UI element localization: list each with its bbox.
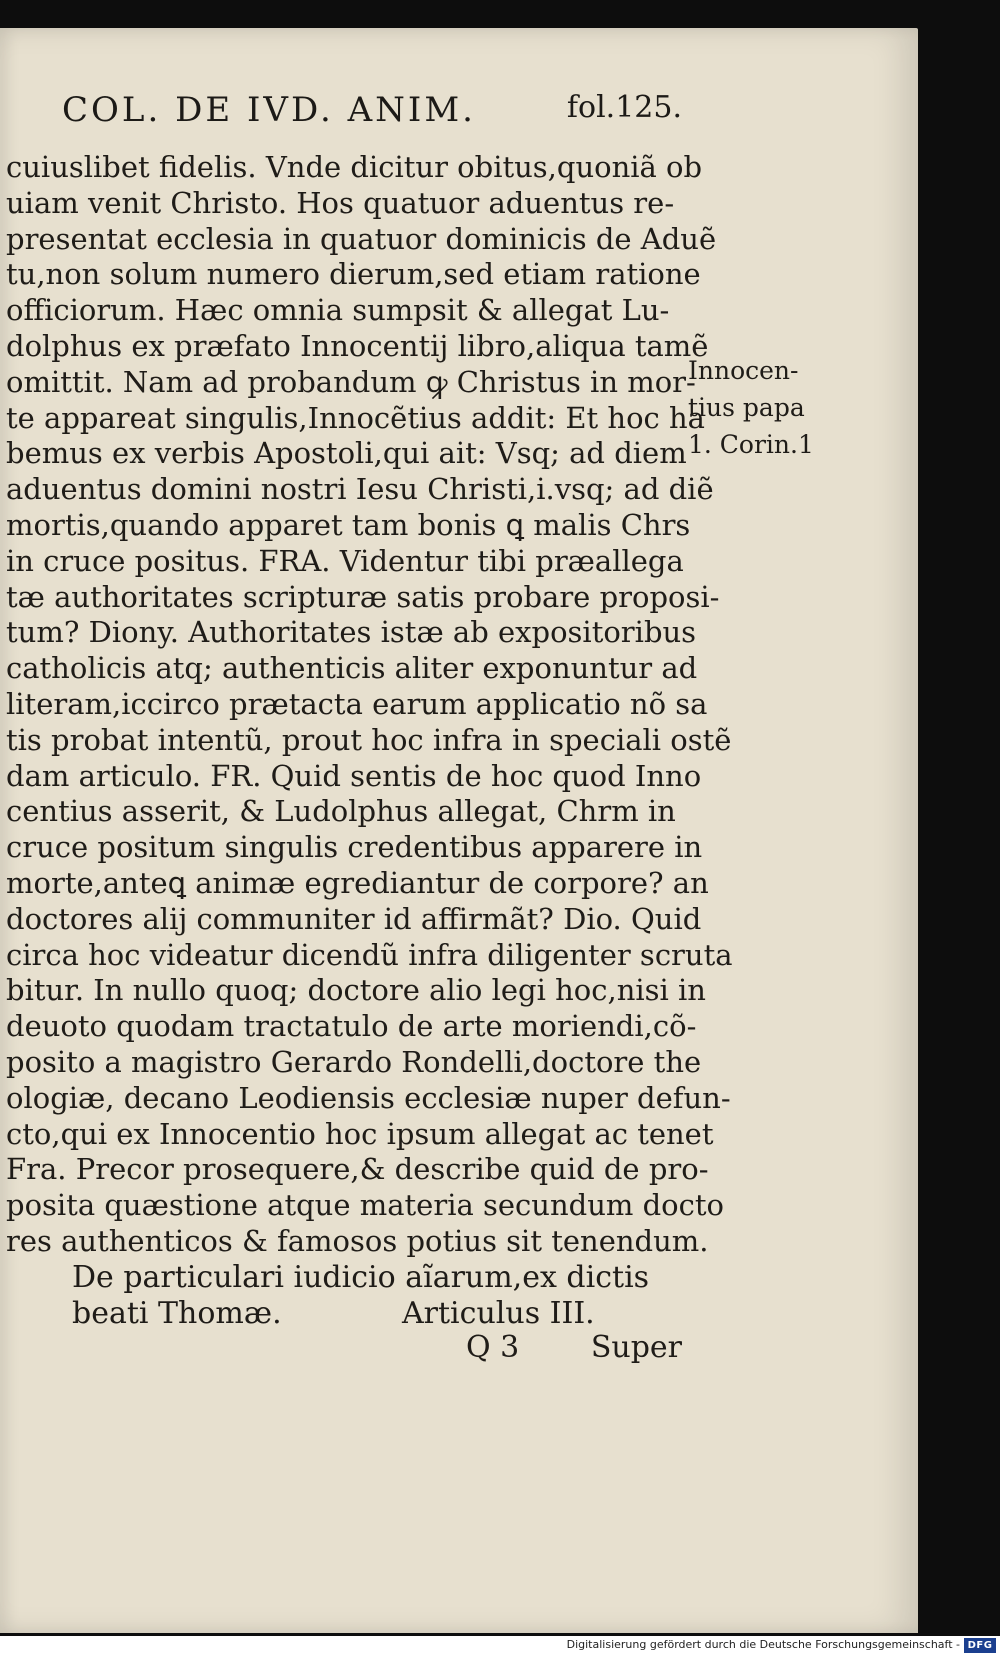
text-line: posita quæstione atque materia secundum docto [6,1188,724,1223]
section-heading-line-1: De particulari iudicio aĩarum,ex dictis [72,1260,650,1295]
section-heading-subject: beati Thomæ. [72,1296,282,1331]
dfg-logo: DFG [964,1638,996,1653]
text-line: tis probat intentũ, prout hoc infra in speciali ostẽ [6,722,732,757]
article-number: Articulus III. [402,1296,595,1331]
page-footer [460,1330,682,1370]
text-line: centius asserit, & Ludolphus allegat, Chrm in [6,794,676,829]
text-line: cruce positum singulis credentibus apparere in [6,830,703,865]
margin-notes [688,352,848,463]
page-header [62,90,682,136]
margin-note: 1. Corin.1 [688,430,814,459]
text-line: catholicis atq; authenticis aliter exponuntur ad [6,651,698,686]
text-line: uiam venit Christo. Hos quatuor aduentus re- [6,185,675,220]
text-line: dolphus ex præfato Innocentij libro,aliqua tamẽ [6,328,709,363]
text-line: omittit. Nam ad probandum ꝙ Christus in mor- [6,364,696,399]
text-line: posito a magistro Gerardo Rondelli,doctore the [6,1044,702,1079]
running-head: COL. DE IVD. ANIM. [62,90,476,130]
digitization-credit: Digitalisierung gefördert durch die Deutsche Forschungsgemeinschaft - [566,1638,960,1651]
folio-number: fol.125. [566,90,682,125]
signature-mark: Q 3 [466,1330,520,1365]
text-line: dam articulo. FR. Quid sentis de hoc quod Inno [6,758,702,793]
text-line: cuiuslibet fidelis. Vnde dicitur obitus,quoniã ob [6,150,703,184]
text-line: presentat ecclesia in quatuor dominicis de Aduẽ [6,221,717,256]
text-line: tæ authoritates scripturæ satis probare proposi- [6,579,720,614]
text-line: doctores alij communiter id affirmãt? Dio. Quid [6,901,702,936]
text-line: deuoto quodam tractatulo de arte moriendi,cõ- [6,1009,697,1044]
section-heading [72,1260,692,1332]
text-line: mortis,quando apparet tam bonis ꝗ malis Chrs [6,507,691,542]
text-line: ologiæ, decano Leodiensis ecclesiæ nuper defun- [6,1080,731,1115]
catchword: Super [590,1330,682,1365]
margin-note: Innocen- [688,356,799,385]
main-text-block [6,150,733,1260]
section-heading-line-2 [72,1296,692,1332]
text-line: Fra. Precor prosequere,& describe quid de pro- [6,1152,709,1187]
text-line: tum? Diony. Authoritates istæ ab expositoribus [6,615,697,650]
text-line: officiorum. Hæc omnia sumpsit & allegat Lu- [6,293,670,328]
text-line: bitur. In nullo quoq; doctore alio legi hoc,nisi in [6,973,706,1008]
text-line: tu,non solum numero dierum,sed etiam ratione [6,257,701,292]
text-line: circa hoc videatur dicendũ infra diligenter scruta [6,937,733,972]
text-line: aduentus domini nostri Iesu Christi,i.vsq; ad diẽ [6,472,714,507]
text-line: res authenticos & famosos potius sit tenendum. [6,1223,709,1258]
text-line: bemus ex verbis Apostoli,qui ait: Vsq; ad diem [6,436,687,471]
text-line: cto,qui ex Innocentio hoc ipsum allegat ac tenet [6,1116,714,1151]
text-line: in cruce positus. FRA. Videntur tibi præallega [6,543,684,578]
text-line: literam,iccirco prætacta earum applicatio nõ sa [6,686,708,721]
text-line: te appareat singulis,Innocẽtius addit: Et hoc ha [6,400,705,435]
text-line: morte,anteꝗ animæ egrediantur de corpore? an [6,865,709,900]
margin-note: tius papa [688,393,805,422]
